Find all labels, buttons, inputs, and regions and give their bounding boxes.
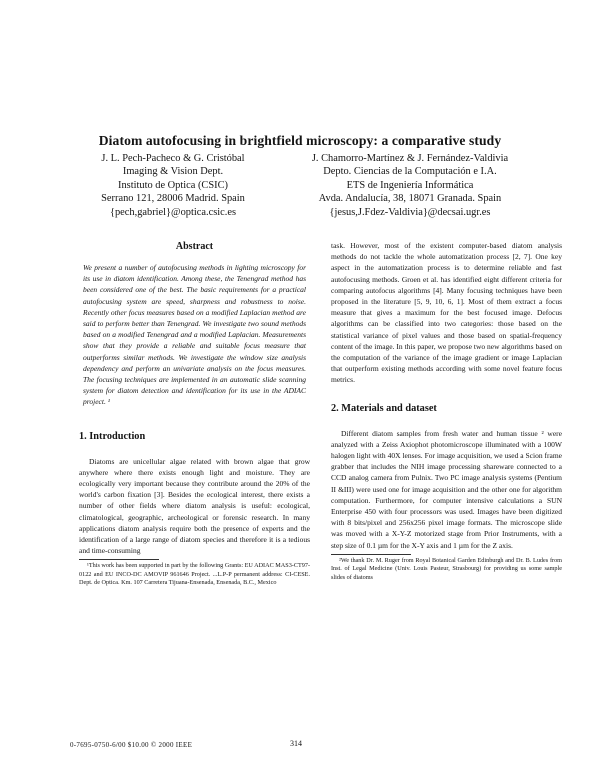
author-address: Serrano 121, 28006 Madrid. Spain <box>101 193 245 205</box>
author-institute: Instituto de Optica (CSIC) <box>118 179 228 191</box>
author-department: Imaging & Vision Dept. <box>122 166 224 178</box>
abstract-heading: Abstract <box>175 241 214 252</box>
introduction-paragraph: Diatoms are unicellular algae related with brown algae that grow anywhere where there exists enough light and moisture. They are ecologically very important because they contribute around the 20% of the world's carbon fixation [3]. Besides the ecological interest, there exists a number of other fields where diatom analysis is useful: ecological, climatological, geographic, archeological or forensic research. In many applications diatom analysis require both the presence of experts and the identification of a large range of diatom species and therefore it is a tedious and time-consuming <box>79 456 310 556</box>
section-heading-materials: 2. Materials and dataset <box>331 402 437 414</box>
author-names: J. Chamorro-Martínez & J. Fernández-Valdivia <box>311 153 509 164</box>
materials-paragraph: Different diatom samples from fresh water and human tissue ² were analyzed with a Zeiss Axiophot photomicroscope illuminated with a 100W halogen light with 40X lenses. For image acquisition, we used a Scion frame grabber that includes the NIH image processing shareware connected to a CCD analog camera from Pulnix. Two PC image analysis systems (Pentium II &III) were used one for image acquisition and the other one for algorithm computation. Furthermore, for computer intensive calculations a SUN Enterprise 450 with four processors was used. Images have been digitized with 8 bits/pixel and 256x256 pixel image formats. The microscope slide was moved with a X-Y-Z motorized stage from Prior Instruments, with a step size of 0.1 µm for the X-Y axis and 1 µm for the Z axis. <box>331 428 562 550</box>
author-block-left <box>68 152 278 219</box>
author-block-right <box>262 152 558 219</box>
page-number: 314 <box>290 739 302 748</box>
author-email: {jesus,J.Fdez-Valdivia}@decsai.ugr.es <box>329 206 491 218</box>
author-department: Depto. Ciencias de la Computación e I.A. <box>323 166 497 178</box>
footnote-2: ²We thank Dr. M. Ruger from Royal Botanical Garden Edinburgh and Dr. B. Ludes from Inst. of Legal Medicine (Univ. Louis Pasteur, Strasbourg) for providing us some sample slides of diatoms <box>331 556 562 581</box>
copyright-footer: 0-7695-0750-6/00 $10.00 © 2000 IEEE <box>70 741 193 749</box>
abstract-text: We present a number of autofocusing methods in lighting microscopy for its use in diatom identification. Among these, the Tenengrad method has been considered one of the best. The basic requirements for a practical autofocusing system are speed, sharpness and robustness to noise. Recently other focus measures based on a modified Laplacian method are said to perform better than Tenengrad. We investigate two sound methods based on a modified Tenengrad and a modified Laplacian. Measurements show that they provide a reliable and suitable focus measure that outperforms similar methods. We investigate the window size analysis dependency and perform an univariate analysis on the focus measures. The focusing techniques are implemented in an automatic slide scanning system for diatom detection and identification for its use in the ADIAC project. ¹ <box>83 263 306 407</box>
author-institute: ETS de Ingeniería Informática <box>346 179 474 191</box>
paper-title: Diatom autofocusing in brightfield microscopy: a comparative study <box>98 133 502 148</box>
footnote-rule <box>331 554 411 555</box>
footnote-1: ¹This work has been supported in part by the following Grants: EU ADIAC MAS3-CT97-0122 and EU INCO-DC AMOVIP 961646 Project. ...L.P-P permanent address: CI-CESE. Dept. de Optica. Km. 107 Carretera Tijuana-Ensenada, Ensenada, B.C., Mexico <box>79 562 310 587</box>
introduction-continued-paragraph: task. However, most of the existent computer-based diatom analysis methods do not tackle the whole automatization process [2, 7]. One key aspect in the automatization process is to determine reliable and fast autofocusing methods. Groen et al. has identified eight different criteria for comparing autofocus algorithms [4]. Many focusing techniques have been proposed in the literature [5, 9, 10, 6, 1]. Most of them extract a focus measure that gives a maximum for the best focused image. Defocus algorithms can be classified into two categories: those based on the statistical variance of pixel values and those based on spatial-frequency content of the image. In this paper, we propose two new algorithms based on the computation of the variance of the image gradient or image Laplacian that outperform existing methods according with some novel feature focus metrics. <box>331 241 562 385</box>
author-address: Avda. Andalucía, 38, 18071 Granada. Spain <box>318 193 502 205</box>
footnote-rule <box>79 559 159 560</box>
left-column <box>79 240 310 588</box>
author-names: J. L. Pech-Pacheco & G. Cristóbal <box>101 153 245 164</box>
right-column <box>331 240 562 582</box>
author-email: {pech,gabriel}@optica.csic.es <box>110 206 236 218</box>
section-heading-introduction: 1. Introduction <box>79 430 146 442</box>
